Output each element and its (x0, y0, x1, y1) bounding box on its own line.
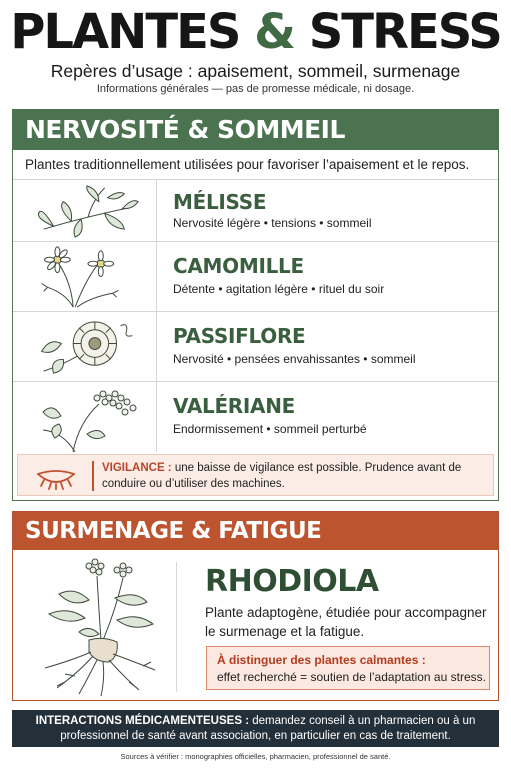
plant-row-melisse (13, 180, 498, 242)
section-nervosite-sommeil (12, 109, 499, 501)
plant-name: MÉLISSE (173, 190, 267, 214)
disclaimer: Informations générales — pas de promesse médicale, ni dosage. (96, 83, 415, 95)
page-subtitle: Repères d’usage : apaisement, sommeil, surmenage (50, 61, 461, 81)
rhodiola-icon (19, 552, 171, 698)
drowsy-eye-icon (34, 464, 78, 490)
plant-name-rhodiola: RHODIOLA (205, 564, 379, 599)
chamomile-icon (13, 242, 157, 311)
plant-row-passiflore (13, 312, 498, 382)
page-title (0, 4, 511, 60)
interactions-label: INTERACTIONS MÉDICAMENTEUSES : (35, 715, 250, 727)
vigilance-text: une baisse de vigilance est possible. Prudence avant de conduire ou d’utiliser des machines. (102, 462, 462, 490)
plant-row-camomille (13, 242, 498, 312)
note-title: À distinguer des plantes calmantes : (217, 653, 426, 667)
section-heading: SURMENAGE & FATIGUE (13, 512, 498, 550)
plant-description: Nervosité légère • tensions • sommeil (173, 216, 372, 230)
title-ampersand: & (254, 4, 294, 60)
interactions-banner (12, 710, 499, 747)
passionflower-icon (13, 312, 157, 381)
plant-name: CAMOMILLE (173, 254, 304, 278)
sources-note: Sources à vérifier : monographies officielles, pharmacien, professionnel de santé. (120, 752, 391, 761)
plant-description-rhodiola: Plante adaptogène, étudiée pour accompagner le surmenage et la fatigue. (205, 605, 487, 639)
vigilance-warning (17, 454, 494, 496)
lemon-balm-icon (13, 180, 157, 241)
plant-description: Endormissement • sommeil perturbé (173, 422, 367, 436)
note-text: effet recherché = soutien de l’adaptation au stress. (217, 670, 486, 684)
section-intro: Plantes traditionnellement utilisées pour favoriser l’apaisement et le repos. (13, 150, 498, 180)
distinction-note (206, 646, 490, 690)
title-right: STRESS (308, 4, 501, 60)
vigilance-label: VIGILANCE : (102, 462, 172, 474)
section-surmenage-fatigue (12, 511, 499, 701)
plant-row-valeriane (13, 382, 498, 452)
title-left: PLANTES (10, 4, 240, 60)
plant-description: Détente • agitation légère • rituel du soir (173, 282, 385, 296)
plant-name: PASSIFLORE (173, 324, 306, 348)
plant-description: Nervosité • pensées envahissantes • sommeil (173, 352, 416, 366)
section-heading: NERVOSITÉ & SOMMEIL (13, 110, 498, 150)
interactions-text: demandez conseil à un pharmacien ou à un professionnel de santé avant association, en particulier en cas de traitement. (60, 715, 476, 742)
plant-name: VALÉRIANE (173, 394, 296, 418)
valerian-icon (13, 382, 157, 452)
